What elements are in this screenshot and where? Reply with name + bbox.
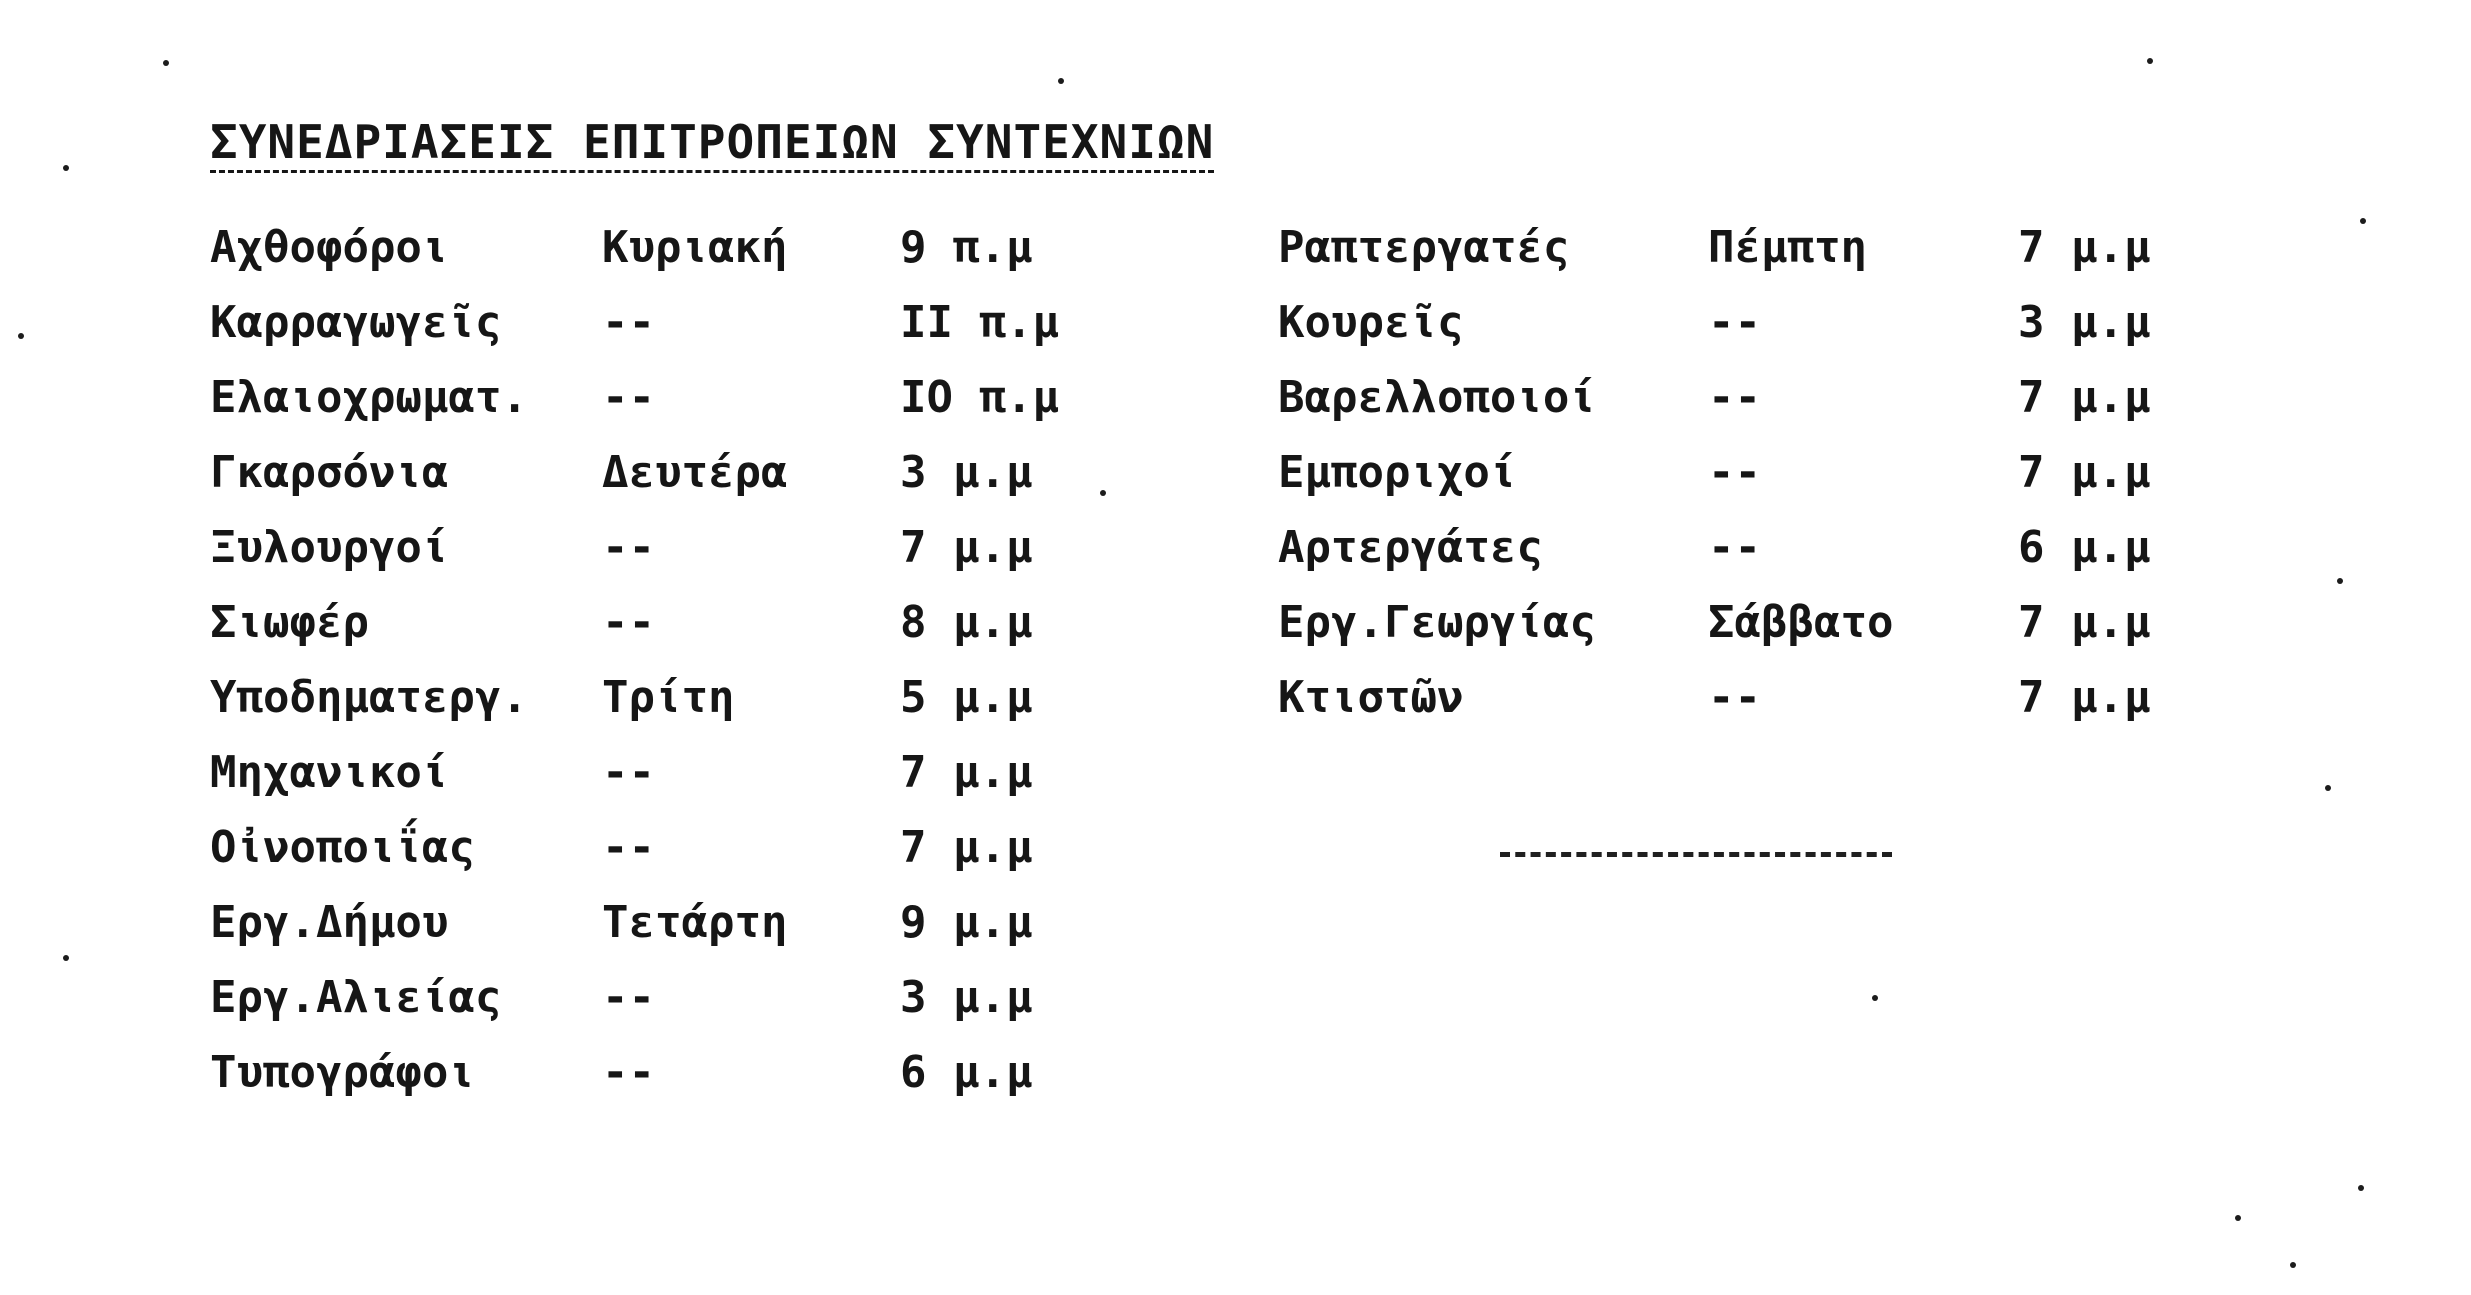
meeting-time: 7 μ.μ bbox=[2018, 672, 2151, 723]
union-name: Κουρεῖς bbox=[1278, 297, 1464, 348]
meeting-day: -- bbox=[1708, 372, 1761, 423]
paper-speck bbox=[2360, 218, 2366, 224]
meeting-day: -- bbox=[602, 597, 655, 648]
meeting-day: -- bbox=[1708, 672, 1761, 723]
meeting-day: -- bbox=[602, 747, 655, 798]
union-name: Εργ.Δήμου bbox=[210, 897, 449, 948]
union-name: Οἰνοποιΐας bbox=[210, 822, 475, 873]
meeting-time: 3 μ.μ bbox=[900, 972, 1033, 1023]
meeting-day: Κυριακή bbox=[602, 222, 788, 273]
meeting-day: Τρίτη bbox=[602, 672, 735, 723]
union-name: Εργ.Γεωργίας bbox=[1278, 597, 1596, 648]
paper-speck bbox=[18, 333, 24, 339]
meeting-time: 7 μ.μ bbox=[2018, 447, 2151, 498]
meeting-day: -- bbox=[602, 372, 655, 423]
union-name: Εμποριχοί bbox=[1278, 447, 1517, 498]
paper-speck bbox=[1100, 490, 1106, 496]
meeting-time: 3 μ.μ bbox=[900, 447, 1033, 498]
meeting-time: 7 μ.μ bbox=[900, 822, 1033, 873]
union-name: Εργ.Αλιείας bbox=[210, 972, 502, 1023]
union-name: Αχθοφόροι bbox=[210, 222, 449, 273]
meeting-day: -- bbox=[1708, 447, 1761, 498]
paper-speck bbox=[1058, 78, 1064, 84]
paper-speck bbox=[2337, 578, 2343, 584]
meeting-time: 3 μ.μ bbox=[2018, 297, 2151, 348]
union-name: Αρτεργάτες bbox=[1278, 522, 1543, 573]
union-name: Κτιστῶν bbox=[1278, 672, 1464, 723]
meeting-time: 7 μ.μ bbox=[2018, 372, 2151, 423]
meeting-time: ΙΙ π.μ bbox=[900, 297, 1059, 348]
meeting-time: 7 μ.μ bbox=[900, 747, 1033, 798]
meeting-day: Σάββατο bbox=[1708, 597, 1894, 648]
union-name: Μηχανικοί bbox=[210, 747, 449, 798]
union-name: Γκαρσόνια bbox=[210, 447, 449, 498]
union-name: Ελαιοχρωματ. bbox=[210, 372, 528, 423]
meeting-time: 7 μ.μ bbox=[2018, 597, 2151, 648]
meeting-day: -- bbox=[602, 972, 655, 1023]
meeting-time: 9 π.μ bbox=[900, 222, 1033, 273]
meeting-day: Δευτέρα bbox=[602, 447, 788, 498]
dashed-divider bbox=[1500, 852, 1892, 857]
meeting-time: 6 μ.μ bbox=[900, 1047, 1033, 1098]
meeting-day: -- bbox=[602, 822, 655, 873]
paper-speck bbox=[2325, 785, 2331, 791]
meeting-day: -- bbox=[1708, 297, 1761, 348]
meeting-day: -- bbox=[602, 297, 655, 348]
paper-speck bbox=[2358, 1185, 2364, 1191]
meeting-time: 6 μ.μ bbox=[2018, 522, 2151, 573]
paper-speck bbox=[2290, 1262, 2296, 1268]
union-name: Ξυλουργοί bbox=[210, 522, 449, 573]
union-name: Υποδηματεργ. bbox=[210, 672, 528, 723]
meeting-time: 9 μ.μ bbox=[900, 897, 1033, 948]
meeting-time: ΙΟ π.μ bbox=[900, 372, 1059, 423]
meeting-day: -- bbox=[1708, 522, 1761, 573]
union-name: Καρραγωγεῖς bbox=[210, 297, 502, 348]
paper-speck bbox=[63, 955, 69, 961]
union-name: Ραπτεργατές bbox=[1278, 222, 1570, 273]
meeting-day: Τετάρτη bbox=[602, 897, 788, 948]
paper-speck bbox=[2235, 1215, 2241, 1221]
union-name: Σιωφέρ bbox=[210, 597, 369, 648]
paper-speck bbox=[2147, 58, 2153, 64]
meeting-time: 8 μ.μ bbox=[900, 597, 1033, 648]
meeting-time: 7 μ.μ bbox=[900, 522, 1033, 573]
meeting-day: -- bbox=[602, 1047, 655, 1098]
meeting-day: Πέμπτη bbox=[1708, 222, 1867, 273]
union-name: Βαρελλοποιοί bbox=[1278, 372, 1596, 423]
paper-speck bbox=[63, 165, 69, 171]
meeting-day: -- bbox=[602, 522, 655, 573]
meeting-time: 7 μ.μ bbox=[2018, 222, 2151, 273]
paper-speck bbox=[1872, 995, 1878, 1001]
document-title: ΣΥΝΕΔΡΙΑΣΕΙΣ ΕΠΙΤΡΟΠΕΙΩΝ ΣΥΝΤΕΧΝΙΩΝ bbox=[210, 115, 1215, 169]
paper-speck bbox=[163, 60, 169, 66]
union-name: Τυπογράφοι bbox=[210, 1047, 475, 1098]
meeting-time: 5 μ.μ bbox=[900, 672, 1033, 723]
